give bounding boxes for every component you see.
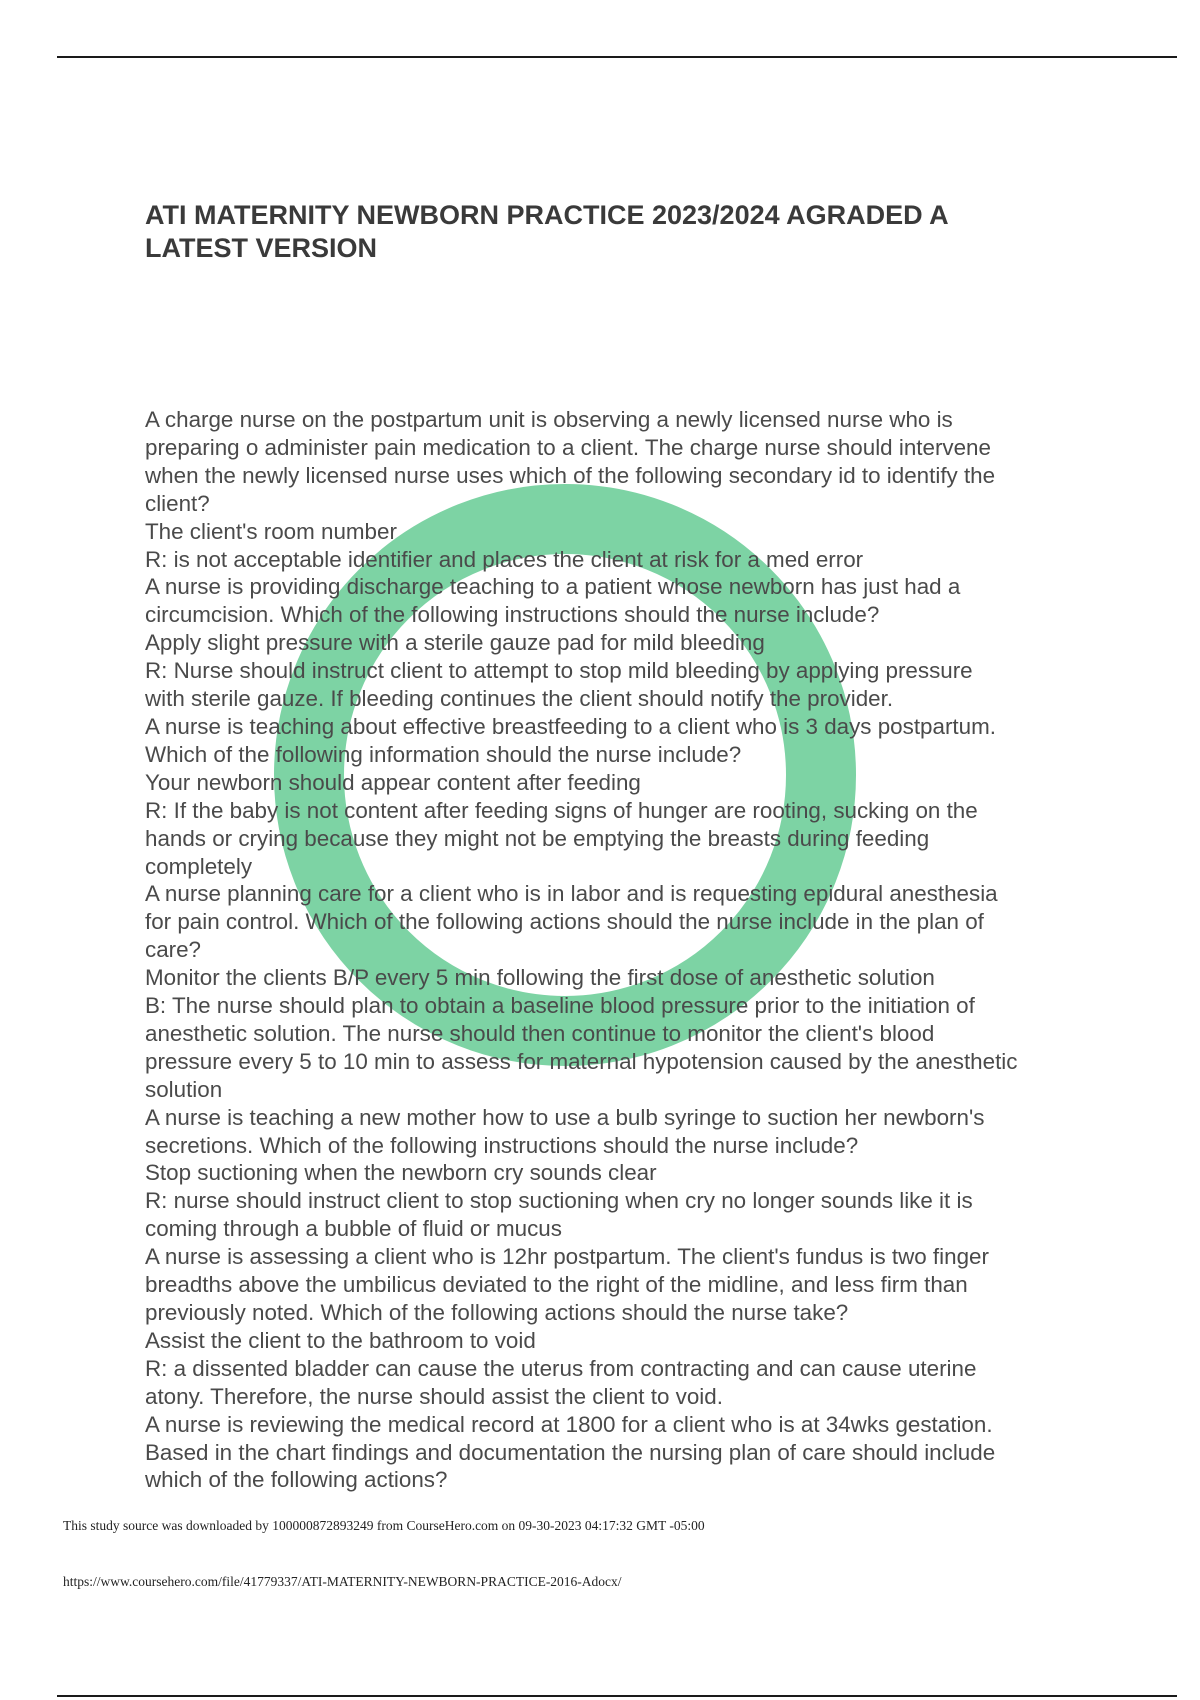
text-line: R: a dissented bladder can cause the uterus from contracting and can cause uterine xyxy=(145,1355,977,1381)
text-line: R: Nurse should instruct client to attempt to stop mild bleeding by applying pressure xyxy=(145,658,973,684)
text-line: Your newborn should appear content after feeding xyxy=(145,769,641,795)
text-line: A nurse is providing discharge teaching to a patient whose newborn has just had a xyxy=(145,574,961,600)
text-line: anesthetic solution. The nurse should then continue to monitor the client's blood xyxy=(145,1020,935,1046)
text-line: preparing o administer pain medication to a client. The charge nurse should intervene xyxy=(145,434,991,460)
text-line: R: If the baby is not content after feeding signs of hunger are rooting, sucking on the xyxy=(145,797,978,823)
download-notice: This study source was downloaded by 100000872893249 from CourseHero.com on 09-30-2023 04:17:32 GMT -05:00 xyxy=(63,1518,705,1533)
text-line: coming through a bubble of fluid or mucus xyxy=(145,1216,562,1242)
text-line: client? xyxy=(145,490,210,516)
text-line: pressure every 5 to 10 min to assess for maternal hypotension caused by the anesthetic xyxy=(145,1048,1018,1074)
text-line: A charge nurse on the postpartum unit is observing a newly licensed nurse who is xyxy=(145,407,953,432)
text-line: solution xyxy=(145,1076,223,1102)
source-url[interactable]: https://www.coursehero.com/file/41779337/ATI-MATERNITY-NEWBORN-PRACTICE-2016-Adocx/ xyxy=(63,1574,622,1589)
text-line: which of the following actions? xyxy=(145,1467,448,1493)
text-line: Monitor the clients B/P every 5 min following the first dose of anesthetic solution xyxy=(145,965,935,991)
text-line: A nurse is teaching about effective breastfeeding to a client who is 3 days postpartum. xyxy=(145,713,996,739)
document-title: ATI MATERNITY NEWBORN PRACTICE 2023/2024 AGRADED A LATEST VERSION xyxy=(145,200,949,263)
text-line: atony. Therefore, the nurse should assist the client to void. xyxy=(145,1383,723,1409)
text-line: hands or crying because they might not be emptying the breasts during feeding xyxy=(145,825,930,851)
text-line: R: nurse should instruct client to stop suctioning when cry no longer sounds like it is xyxy=(145,1188,973,1214)
text-line: completely xyxy=(145,853,253,879)
text-line: Assist the client to the bathroom to void xyxy=(145,1327,536,1353)
text-line: Apply slight pressure with a sterile gauze pad for mild bleeding xyxy=(145,630,765,656)
text-line: breadths above the umbilicus deviated to the right of the midline, and less firm than xyxy=(145,1272,968,1298)
bottom-rule xyxy=(57,1695,1177,1697)
text-line: A nurse planning care for a client who is in labor and is requesting epidural anesthesia xyxy=(145,881,998,907)
text-line: Based in the chart findings and documentation the nursing plan of care should include xyxy=(145,1439,996,1465)
text-line: previously noted. Which of the following actions should the nurse take? xyxy=(145,1300,849,1325)
text-line: B: The nurse should plan to obtain a baseline blood pressure prior to the initiation of xyxy=(145,993,975,1019)
text-line: care? xyxy=(145,937,202,963)
text-line: for pain control. Which of the following actions should the nurse include in the plan of xyxy=(145,909,984,935)
text-line: with sterile gauze. If bleeding continues the client should notify the provider. xyxy=(145,686,894,712)
text-line: secretions. Which of the following instructions should the nurse include? xyxy=(145,1132,859,1158)
text-line: when the newly licensed nurse uses which of the following secondary id to identify the xyxy=(145,462,996,488)
text-line: A nurse is reviewing the medical record at 1800 for a client who is at 34wks gestation. xyxy=(145,1411,993,1437)
text-line: The client's room number xyxy=(145,518,397,544)
text-line: A nurse is teaching a new mother how to use a bulb syringe to suction her newborn's xyxy=(145,1104,985,1130)
text-line: R: is not acceptable identifier and places the client at risk for a med error xyxy=(145,546,864,572)
text-line: circumcision. Which of the following instructions should the nurse include? xyxy=(145,602,880,628)
text-line: A nurse is assessing a client who is 12hr postpartum. The client's fundus is two finger xyxy=(145,1244,989,1270)
top-rule xyxy=(57,56,1177,58)
text-line: Stop suctioning when the newborn cry sounds clear xyxy=(145,1160,657,1186)
document-body xyxy=(145,406,1095,1494)
text-line: Which of the following information should the nurse include? xyxy=(145,741,742,767)
